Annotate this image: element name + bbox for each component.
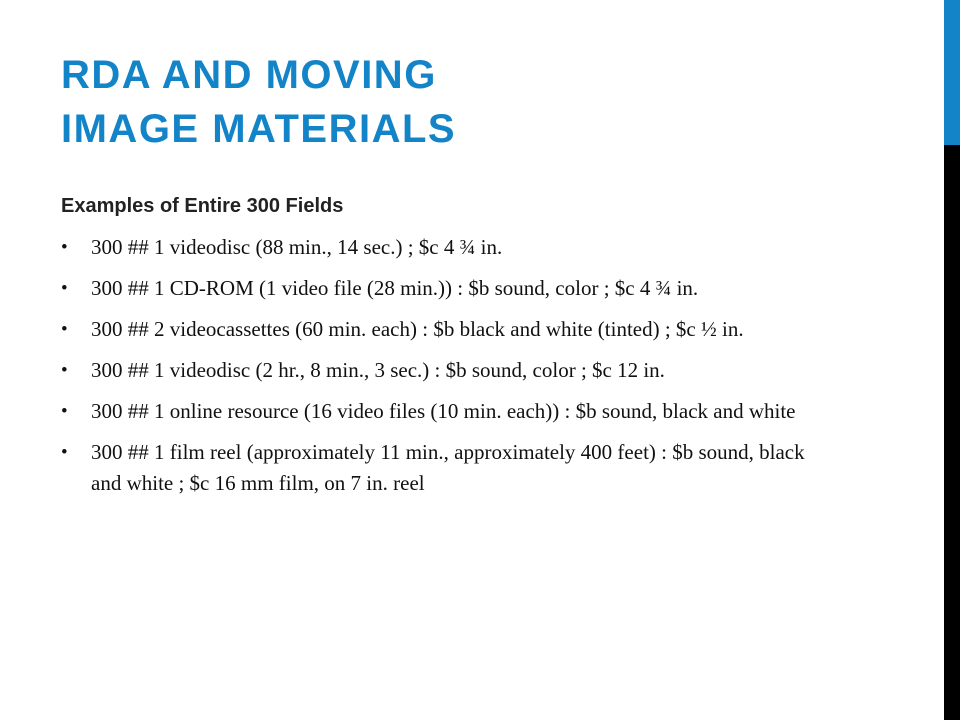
bullet-icon: • (61, 237, 68, 258)
list-item (61, 273, 836, 304)
page-title (61, 48, 921, 156)
list-item (61, 232, 836, 263)
bullet-icon: • (61, 360, 68, 381)
list-item-text: 300 ## 1 online resource (16 video files (10 min. each)) : $b sound, black and white (91, 399, 796, 423)
bullet-icon: • (61, 442, 68, 463)
bullet-icon: • (61, 401, 68, 422)
example-list (61, 232, 836, 509)
right-edge-bar (944, 0, 960, 720)
list-item-text: 300 ## 1 videodisc (88 min., 14 sec.) ; $c 4 ¾ in. (91, 235, 503, 259)
list-item (61, 314, 836, 345)
title-line-2: IMAGE MATERIALS (61, 107, 457, 151)
list-item (61, 437, 836, 499)
title-line-1: RDA AND MOVING (61, 53, 437, 97)
list-item-text: 300 ## 2 videocassettes (60 min. each) : $b black and white (tinted) ; $c ½ in. (91, 317, 744, 341)
list-item (61, 396, 836, 427)
bullet-icon: • (61, 278, 68, 299)
list-item-text: 300 ## 1 film reel (approximately 11 min., approximately 400 feet) : $b sound, black and white ; $c 16 mm film, on 7 in. reel (91, 440, 805, 495)
list-item-text: 300 ## 1 CD-ROM (1 video file (28 min.)) : $b sound, color ; $c 4 ¾ in. (91, 276, 699, 300)
bullet-icon: • (61, 319, 68, 340)
right-edge-accent (944, 0, 960, 145)
list-item (61, 355, 836, 386)
list-item-text: 300 ## 1 videodisc (2 hr., 8 min., 3 sec.) : $b sound, color ; $c 12 in. (91, 358, 665, 382)
section-heading: Examples of Entire 300 Fields (61, 195, 344, 217)
